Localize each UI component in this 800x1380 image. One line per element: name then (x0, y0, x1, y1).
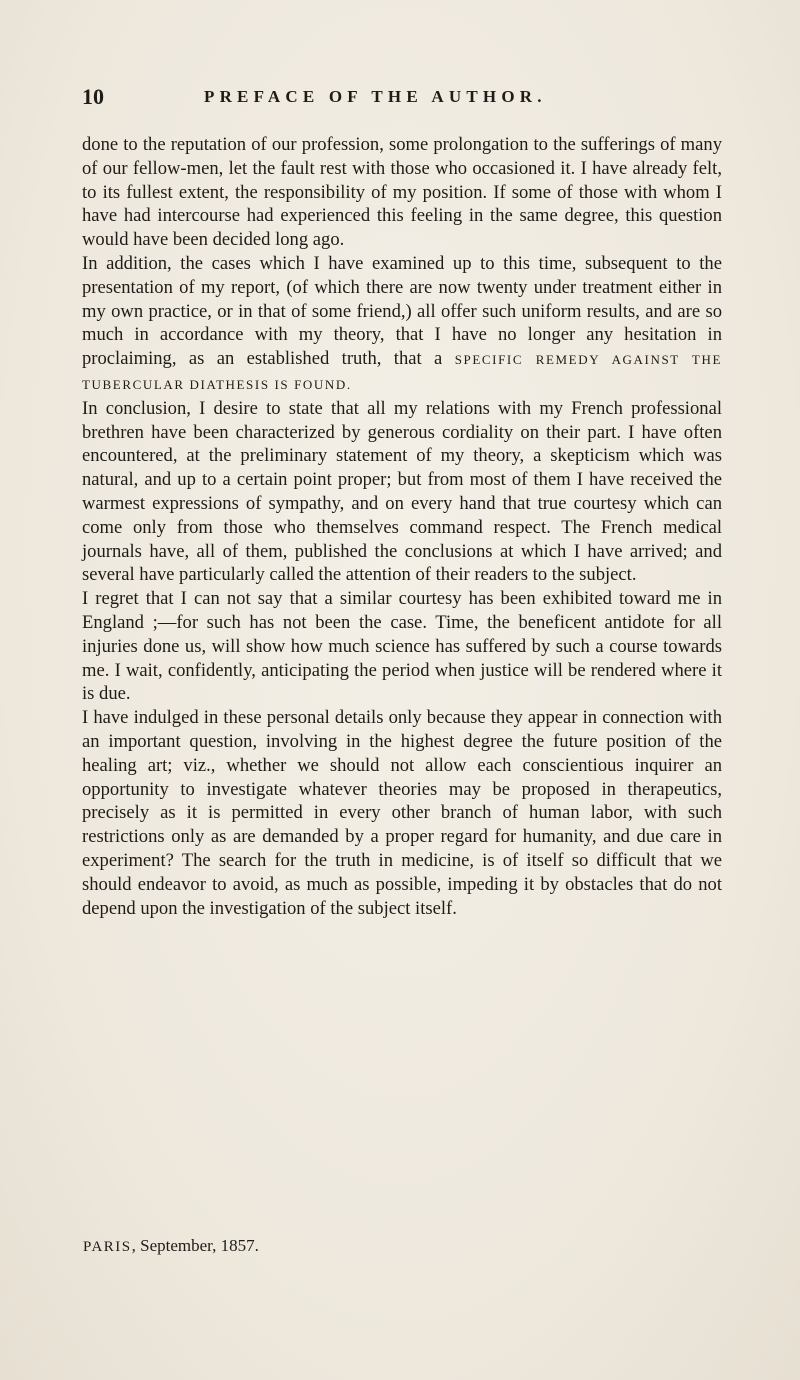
paragraph-2-text: In addition, the cases which I have examined up to this time, subsequent to the presentation of my report, (of which there are now twenty under treatment either in my own practice, or in that of some friend,) all offer such uniform results, and are so much in accordance with my theory, that I have no longer any hesitation in proclaiming, as an established truth, that a (82, 252, 722, 370)
paragraph-2 (82, 252, 722, 397)
running-head: PREFACE OF THE AUTHOR. (204, 87, 547, 106)
paragraph-1: done to the reputation of our profession, some prolongation to the sufferings of many of our fellow-men, let the fault rest with those who occasioned it. I have already felt, to its fullest extent, the responsibility of my position. If some of those with whom I have had intercourse had experienced this feeling in the same degree, this question would have been decided long ago. (82, 134, 722, 251)
signature-line (83, 1235, 259, 1258)
page-number: 10 (82, 84, 104, 109)
page-header (82, 82, 722, 112)
signature-city: PARIS (83, 1239, 132, 1255)
paragraph-4: I regret that I can not say that a similar courtesy has been exhibited toward me in England ;—for such has not been the case. Time, the beneficent antidote for all injuries done us, will show how much science has suffered by such a course towards me. I wait, confidently, anticipating the period when justice will be rendered where it is due. (82, 588, 722, 705)
body-text (82, 133, 722, 920)
paragraph-5: I have indulged in these personal details only because they appear in connection with an important question, involving in the highest degree the future position of the healing art; viz., whether we should not allow each conscientious inquirer an opportunity to investigate whatever theories may be proposed in therapeutics, precisely as it is permitted in every other branch of human labor, with such restrictions only as are demanded by a proper regard for humanity, and due care in experiment? The search for the truth in medicine, is of itself so difficult that we should endeavor to avoid, as much as possible, impeding it by obstacles that do not depend upon the investigation of the subject itself. (82, 707, 722, 919)
signature-date: , September, 1857. (131, 1236, 259, 1255)
emphasized-conclusion: SPECIFIC REMEDY AGAINST THE TUBERCULAR DIATHESIS IS FOUND. (82, 352, 722, 392)
paragraph-3: In conclusion, I desire to state that all my relations with my French professional brethren have been characterized by generous cordiality on their part. I have often encountered, at the preliminary statement of my theory, a skepticism which was natural, and up to a certain point proper; but from most of them I have received the warmest expressions of sympathy, and on every hand that true courtesy which can come only from those who themselves command respect. The French medical journals have, all of them, published the conclusions at which I have arrived; and several have particularly called the attention of their readers to the subject. (82, 397, 722, 586)
